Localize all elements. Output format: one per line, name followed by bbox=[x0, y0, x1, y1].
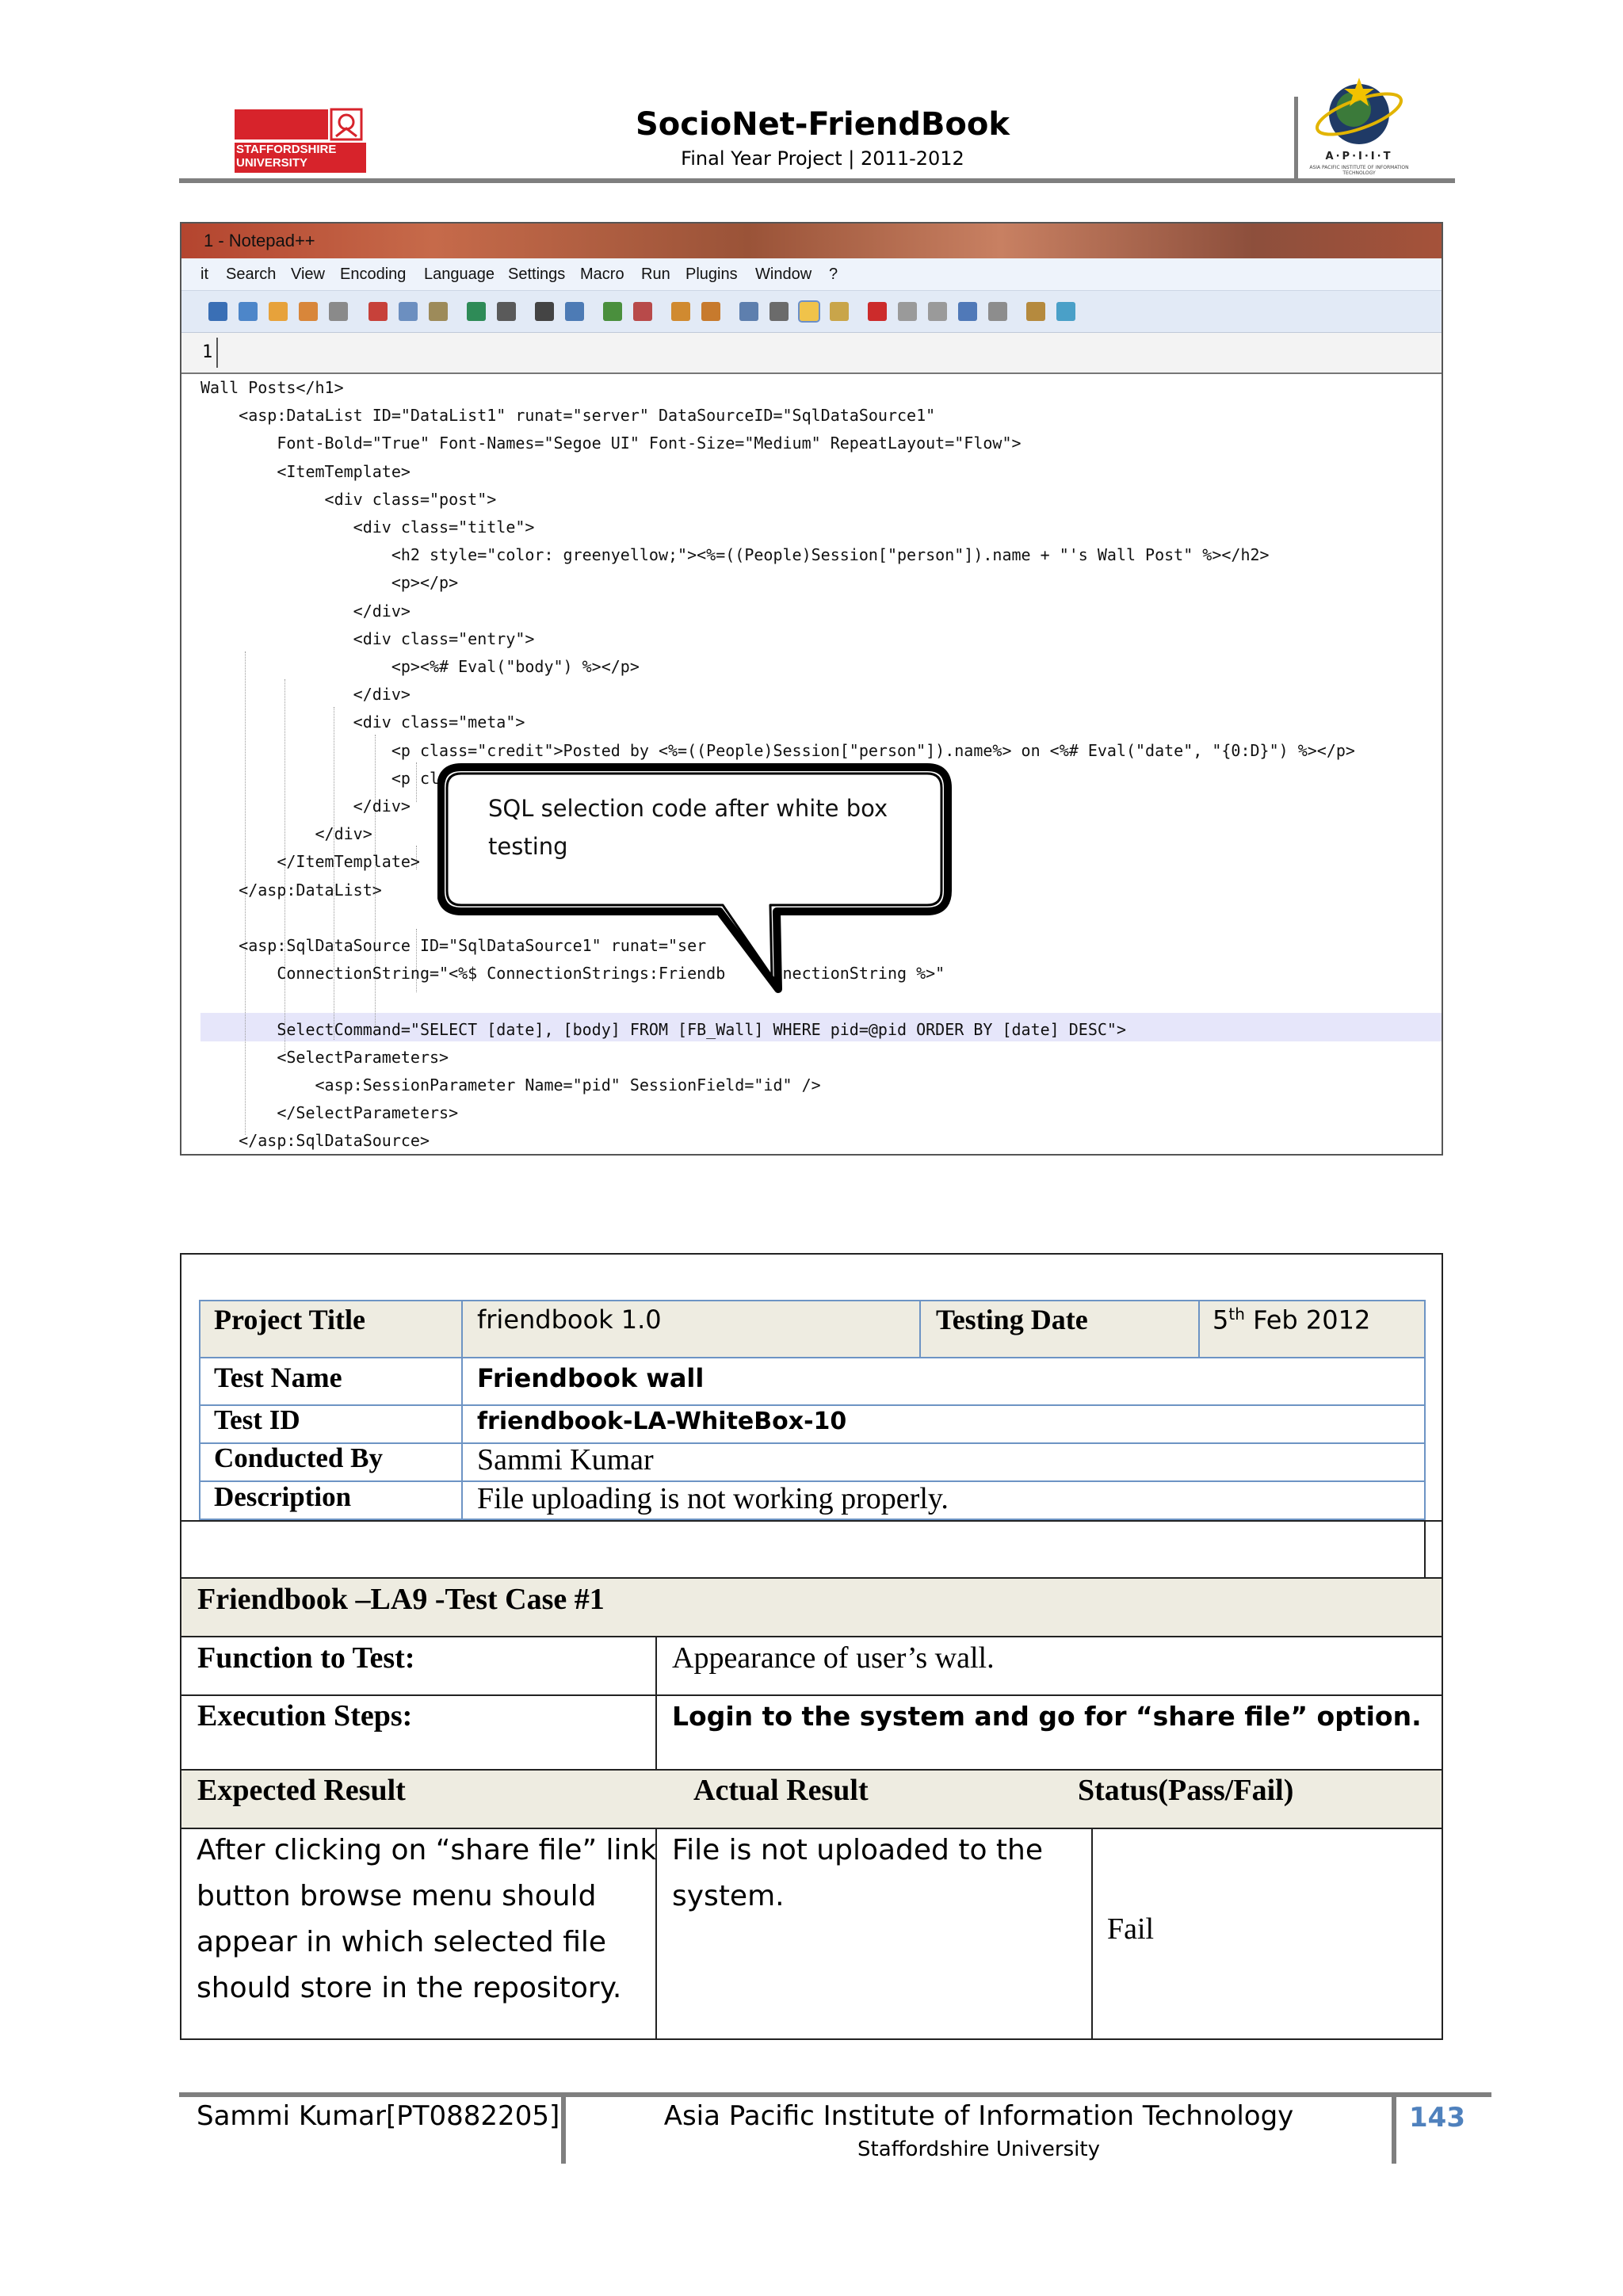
menu-item[interactable]: it bbox=[200, 266, 208, 283]
project-title-label: Project Title bbox=[214, 1304, 365, 1335]
code-line: <SelectParameters> bbox=[200, 1047, 449, 1067]
menu-item-settings[interactable]: Settings bbox=[508, 266, 566, 283]
code-line: <h2 style="color: greenyellow;"><%=((People)Session["person"]).name + "'s Wall Post" %></h2> bbox=[200, 545, 1270, 565]
test-id-label: Test ID bbox=[214, 1404, 300, 1435]
zoom-in-icon[interactable] bbox=[603, 302, 622, 321]
menu-item-encoding[interactable]: Encoding bbox=[340, 266, 407, 283]
paste-icon[interactable] bbox=[429, 302, 448, 321]
undo-icon[interactable] bbox=[467, 302, 486, 321]
notepad-window-title: 1 - Notepad++ bbox=[204, 231, 315, 250]
callout-line: testing bbox=[488, 833, 568, 860]
save-macro-icon[interactable] bbox=[988, 302, 1007, 321]
table-col-divider bbox=[655, 1636, 657, 1769]
editor-line-one bbox=[181, 333, 1442, 374]
table-row-divider bbox=[180, 1636, 1443, 1637]
play-macro-icon[interactable] bbox=[928, 302, 947, 321]
footer-author: Sammi Kumar[PT0882205] bbox=[197, 2100, 560, 2132]
run-macro-multiple-icon[interactable] bbox=[958, 302, 977, 321]
description-value: File uploading is not working properly. bbox=[477, 1482, 949, 1515]
staffordshire-logo-text: STAFFORDSHIRE UNIVERSITY bbox=[235, 143, 366, 173]
testing-date-day: 5 bbox=[1212, 1305, 1229, 1335]
project-title-value: friendbook 1.0 bbox=[477, 1305, 662, 1335]
open-file-icon[interactable] bbox=[239, 302, 258, 321]
table-row-divider bbox=[180, 1769, 1443, 1771]
status-value: Fail bbox=[1107, 1912, 1155, 1946]
document-title: SocioNet-FriendBook bbox=[635, 106, 1010, 143]
code-line: <asp:SessionParameter Name="pid" SessionField="id" /> bbox=[200, 1075, 821, 1095]
table-col-divider bbox=[1424, 1520, 1426, 1577]
code-line: </div> bbox=[200, 824, 372, 844]
notepad-screenshot bbox=[180, 222, 1443, 1156]
menu-item-search[interactable]: Search bbox=[226, 266, 277, 283]
test-name-label: Test Name bbox=[214, 1362, 342, 1393]
test-name-value: Friendbook wall bbox=[477, 1363, 705, 1393]
print-icon[interactable] bbox=[329, 302, 348, 321]
case-heading: Friendbook –LA9 -Test Case #1 bbox=[197, 1583, 605, 1616]
stop-macro-icon[interactable] bbox=[898, 302, 917, 321]
steps-value: Login to the system and go for “share file” option. bbox=[672, 1701, 1422, 1732]
apiit-logo bbox=[1308, 74, 1411, 176]
code-line: </div> bbox=[200, 797, 411, 816]
code-line: <asp:SqlDataSource ID="SqlDataSource1" runat="ser bbox=[200, 936, 707, 956]
description-label: Description bbox=[214, 1481, 352, 1512]
conducted-by-label: Conducted By bbox=[214, 1442, 383, 1473]
document-subtitle: Final Year Project | 2011-2012 bbox=[681, 147, 964, 170]
show-all-chars-icon[interactable] bbox=[769, 302, 789, 321]
expected-result-header: Expected Result bbox=[197, 1774, 406, 1807]
code-line: Wall Posts</h1> bbox=[200, 378, 344, 397]
code-line: </div> bbox=[200, 685, 411, 705]
footer-university: Staffordshire University bbox=[857, 2137, 1100, 2161]
actual-result-header: Actual Result bbox=[693, 1774, 869, 1807]
code-line: <ItemTemplate> bbox=[200, 461, 411, 481]
spell-check-icon[interactable] bbox=[1056, 302, 1075, 321]
code-line: <div class="title"> bbox=[200, 518, 535, 537]
text-cursor bbox=[216, 338, 218, 368]
code-line: <div class="meta"> bbox=[200, 712, 525, 732]
callout-line: SQL selection code after white box bbox=[488, 795, 888, 822]
expected-result-line: button browse menu should bbox=[197, 1880, 597, 1912]
table-row-divider bbox=[180, 1577, 1443, 1579]
footer-rule bbox=[179, 2092, 1491, 2097]
expected-result-line: appear in which selected file bbox=[197, 1926, 607, 1958]
actual-result-line: File is not uploaded to the bbox=[672, 1834, 1043, 1866]
actual-result-text bbox=[672, 1828, 1043, 1920]
actual-result-line: system. bbox=[672, 1880, 785, 1912]
testing-date-label: Testing Date bbox=[936, 1304, 1088, 1335]
code-line: <p class="credit">Posted by <%=((People)Session["person"]).name%> on <%# Eval("date", "{0:D}") %></p> bbox=[200, 740, 1355, 760]
apiit-logo-text: A·P·I·I·T bbox=[1325, 151, 1393, 162]
menu-item-language[interactable]: Language bbox=[424, 266, 495, 283]
line-number: 1 bbox=[202, 342, 213, 362]
save-icon[interactable] bbox=[269, 302, 288, 321]
code-line: </asp:DataList> bbox=[200, 880, 382, 900]
expected-result-line: should store in the repository. bbox=[197, 1972, 622, 2004]
cut-icon[interactable] bbox=[369, 302, 388, 321]
wrap-icon[interactable] bbox=[739, 302, 758, 321]
menu-item-view[interactable]: View bbox=[291, 266, 325, 283]
code-line: <div class="entry"> bbox=[200, 628, 535, 648]
steps-label: Execution Steps: bbox=[197, 1699, 413, 1733]
zoom-out-icon[interactable] bbox=[633, 302, 652, 321]
code-line: <p cl bbox=[200, 768, 440, 788]
page-number: 143 bbox=[1409, 2102, 1465, 2134]
notepad-toolbar bbox=[181, 291, 1442, 333]
conducted-by-value: Sammi Kumar bbox=[477, 1443, 654, 1477]
sync-v-icon[interactable] bbox=[671, 302, 690, 321]
status-header: Status(Pass/Fail) bbox=[1078, 1774, 1294, 1807]
replace-icon[interactable] bbox=[565, 302, 584, 321]
staffordshire-logo bbox=[235, 105, 366, 173]
header-rule bbox=[179, 178, 1455, 183]
apiit-logo-subtext: ASIA PACIFIC INSTITUTE OF INFORMATION TECHNOLOGY bbox=[1309, 165, 1409, 176]
notepad-titlebar bbox=[181, 223, 1442, 258]
code-line: <p></p> bbox=[200, 573, 459, 593]
folder-icon[interactable] bbox=[830, 302, 849, 321]
code-line: <div class="post"> bbox=[200, 489, 497, 509]
save-all-icon[interactable] bbox=[299, 302, 318, 321]
header-divider bbox=[1294, 97, 1298, 182]
menu-item-window[interactable]: Window bbox=[755, 266, 812, 283]
menu-item-plugins[interactable]: Plugins bbox=[685, 266, 738, 283]
callout-text bbox=[488, 789, 932, 865]
code-line: </div> bbox=[200, 601, 411, 621]
code-line: ConnectionString="<%$ ConnectionStrings:Friendb nnectionString %>" bbox=[200, 964, 945, 984]
code-line: </SelectParameters> bbox=[200, 1103, 459, 1123]
copy-icon[interactable] bbox=[399, 302, 418, 321]
table-col-divider bbox=[1091, 1828, 1093, 2040]
testing-date-month-year: Feb 2012 bbox=[1244, 1305, 1371, 1335]
code-line: </asp:SqlDataSource> bbox=[200, 1131, 430, 1151]
function-value: Appearance of user’s wall. bbox=[672, 1641, 995, 1675]
expected-result-line: After clicking on “share file” link bbox=[197, 1834, 657, 1866]
redo-icon[interactable] bbox=[497, 302, 516, 321]
new-file-icon[interactable] bbox=[208, 302, 227, 321]
function-label: Function to Test: bbox=[197, 1641, 415, 1675]
footer-divider bbox=[1392, 2092, 1396, 2164]
indent-guide-icon[interactable] bbox=[800, 302, 819, 321]
sync-h-icon[interactable] bbox=[701, 302, 720, 321]
expected-result-text bbox=[197, 1828, 656, 2011]
footer-institute: Asia Pacific Institute of Information Technology bbox=[663, 2100, 1294, 2132]
code-line: <asp:DataList ID="DataList1" runat="server" DataSourceID="SqlDataSource1" bbox=[200, 406, 936, 426]
code-line: Font-Bold="True" Font-Names="Segoe UI" Font-Size="Medium" RepeatLayout="Flow"> bbox=[200, 434, 1022, 453]
print-preview-icon[interactable] bbox=[1026, 302, 1045, 321]
menu-item-help[interactable]: ? bbox=[829, 266, 838, 283]
testing-date-value bbox=[1212, 1305, 1370, 1335]
notepad-menubar bbox=[181, 258, 1442, 291]
code-line: <p><%# Eval("body") %></p> bbox=[200, 657, 640, 677]
table-row-divider bbox=[180, 1520, 1443, 1522]
footer-divider bbox=[561, 2092, 566, 2164]
table-row-divider bbox=[180, 1694, 1443, 1696]
menu-item-run[interactable]: Run bbox=[641, 266, 670, 283]
menu-item-macro[interactable]: Macro bbox=[580, 266, 624, 283]
test-id-value: friendbook-LA-WhiteBox-10 bbox=[477, 1408, 847, 1435]
code-line: SelectCommand="SELECT [date], [body] FROM [FB_Wall] WHERE pid=@pid ORDER BY [date] DESC"> bbox=[200, 1019, 1126, 1039]
code-line: </ItemTemplate> bbox=[200, 852, 420, 872]
testing-date-suffix: th bbox=[1228, 1305, 1245, 1324]
record-macro-icon[interactable] bbox=[868, 302, 887, 321]
find-icon[interactable] bbox=[535, 302, 554, 321]
